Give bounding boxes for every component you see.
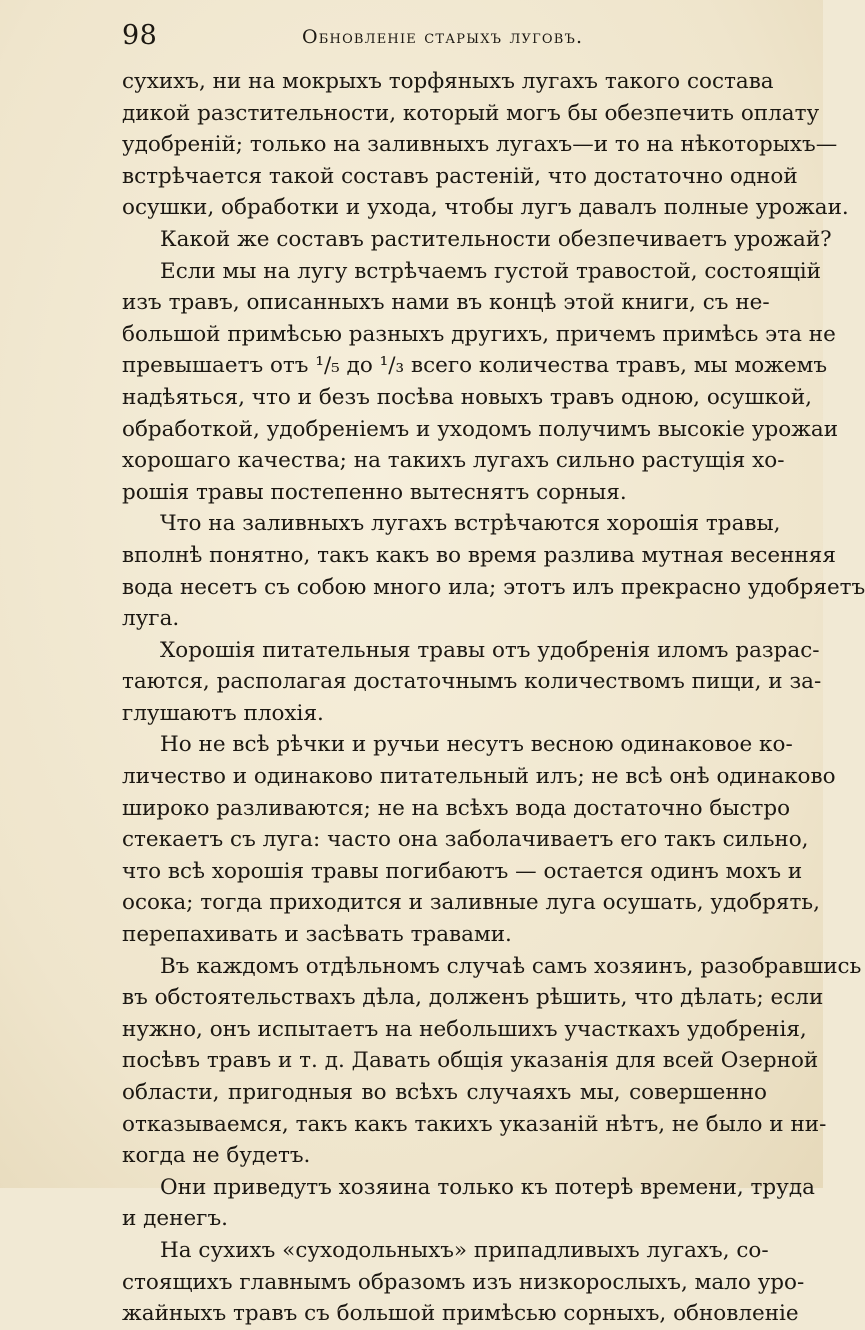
text-line: личество и одинаково питательный илъ; не всѣ онѣ одинаково	[122, 764, 836, 790]
text-line: Въ каждомъ отдѣльномъ случаѣ самъ хозяинъ, разобравшись	[160, 953, 862, 979]
text-line: жайныхъ травъ съ большой примѣсью сорныхъ, обновленіе	[122, 1301, 799, 1327]
text-line: удобреній; только на заливныхъ лугахъ—и то на нѣкоторыхъ—	[122, 132, 838, 158]
text-line: сухихъ, ни на мокрыхъ торфяныхъ лугахъ такого состава	[122, 69, 774, 94]
page-header	[122, 20, 767, 56]
text-line: таются, располагая достаточнымъ количествомъ пищи, и за-	[122, 669, 822, 695]
text-line: изъ травъ, описанныхъ нами въ концѣ этой книги, съ не-	[122, 290, 770, 316]
text-line: Что на заливныхъ лугахъ встрѣчаются хорошія травы,	[160, 511, 781, 537]
text-line: Они приведутъ хозяина только къ потерѣ времени, труда	[160, 1174, 815, 1200]
text-line: вода несетъ съ собою много ила; этотъ илъ прекрасно удобряетъ	[122, 574, 865, 600]
text-line: стекаетъ съ луга: часто она заболачиваетъ его такъ сильно,	[122, 827, 809, 853]
text-line: посѣвъ травъ и т. д. Давать общія указанія для всей Озерной	[122, 1048, 819, 1074]
text-line: перепахивать и засѣвать травами.	[122, 922, 512, 948]
running-head: Обновленіе старыхъ луговъ.	[302, 26, 584, 48]
text-line: осушки, обработки и ухода, чтобы лугъ давалъ полные урожаи.	[122, 195, 849, 221]
text-line: отказываемся, такъ какъ такихъ указаній нѣтъ, не было и ни-	[122, 1111, 827, 1137]
text-line: области, пригодныя во всѣхъ случаяхъ мы, совершенно	[122, 1080, 767, 1105]
text-line: Хорошія питательныя травы отъ удобренія иломъ разрас-	[160, 637, 820, 663]
text-line: обработкой, удобреніемъ и уходомъ получимъ высокіе урожаи	[122, 416, 839, 442]
text-line: когда не будетъ.	[122, 1143, 311, 1169]
text-line: превышаетъ отъ ¹/₅ до ¹/₃ всего количества травъ, мы можемъ	[122, 353, 828, 379]
text-line: Если мы на лугу встрѣчаемъ густой травостой, состоящій	[160, 258, 822, 284]
text-line: вполнѣ понятно, такъ какъ во время разлива мутная весенняя	[122, 542, 836, 568]
text-line: въ обстоятельствахъ дѣла, долженъ рѣшить, что дѣлать; если	[122, 985, 824, 1011]
text-line: стоящихъ главнымъ образомъ изъ низкорослыхъ, мало уро-	[122, 1269, 805, 1295]
text-line: хорошаго качества; на такихъ лугахъ сильно растущія хо-	[122, 448, 785, 474]
body-text	[122, 66, 865, 1330]
text-line: нужно, онъ испытаетъ на небольшихъ участкахъ удобренія,	[122, 1016, 807, 1042]
text-line: надѣяться, что и безъ посѣва новыхъ травъ одною, осушкой,	[122, 384, 813, 410]
text-line: Какой же составъ растительности обезпечиваетъ урожай?	[160, 226, 832, 252]
text-line: большой примѣсью разныхъ другихъ, причемъ примѣсь эта не	[122, 321, 836, 347]
text-line: На сухихъ «суходольныхъ» припадливыхъ лугахъ, со-	[160, 1237, 769, 1263]
text-line: встрѣчается такой составъ растеній, что достаточно одной	[122, 163, 798, 189]
text-line: дикой разстительности, который могъ бы обезпечить оплату	[122, 100, 820, 126]
text-line: луга.	[122, 606, 180, 632]
page-number: 98	[122, 20, 158, 51]
text-line: глушаютъ плохія.	[122, 700, 324, 726]
text-line: и денегъ.	[122, 1206, 228, 1232]
text-line: что всѣ хорошія травы погибаютъ — остается одинъ мохъ и	[122, 858, 803, 884]
text-line: Но не всѣ рѣчки и ручьи несутъ весною одинаковое ко-	[160, 732, 793, 758]
text-line: осока; тогда приходится и заливные луга осушать, удобрять,	[122, 890, 820, 916]
text-line: широко разливаются; не на всѣхъ вода достаточно быстро	[122, 795, 791, 821]
text-line: рошія травы постепенно вытеснятъ сорныя.	[122, 479, 627, 505]
